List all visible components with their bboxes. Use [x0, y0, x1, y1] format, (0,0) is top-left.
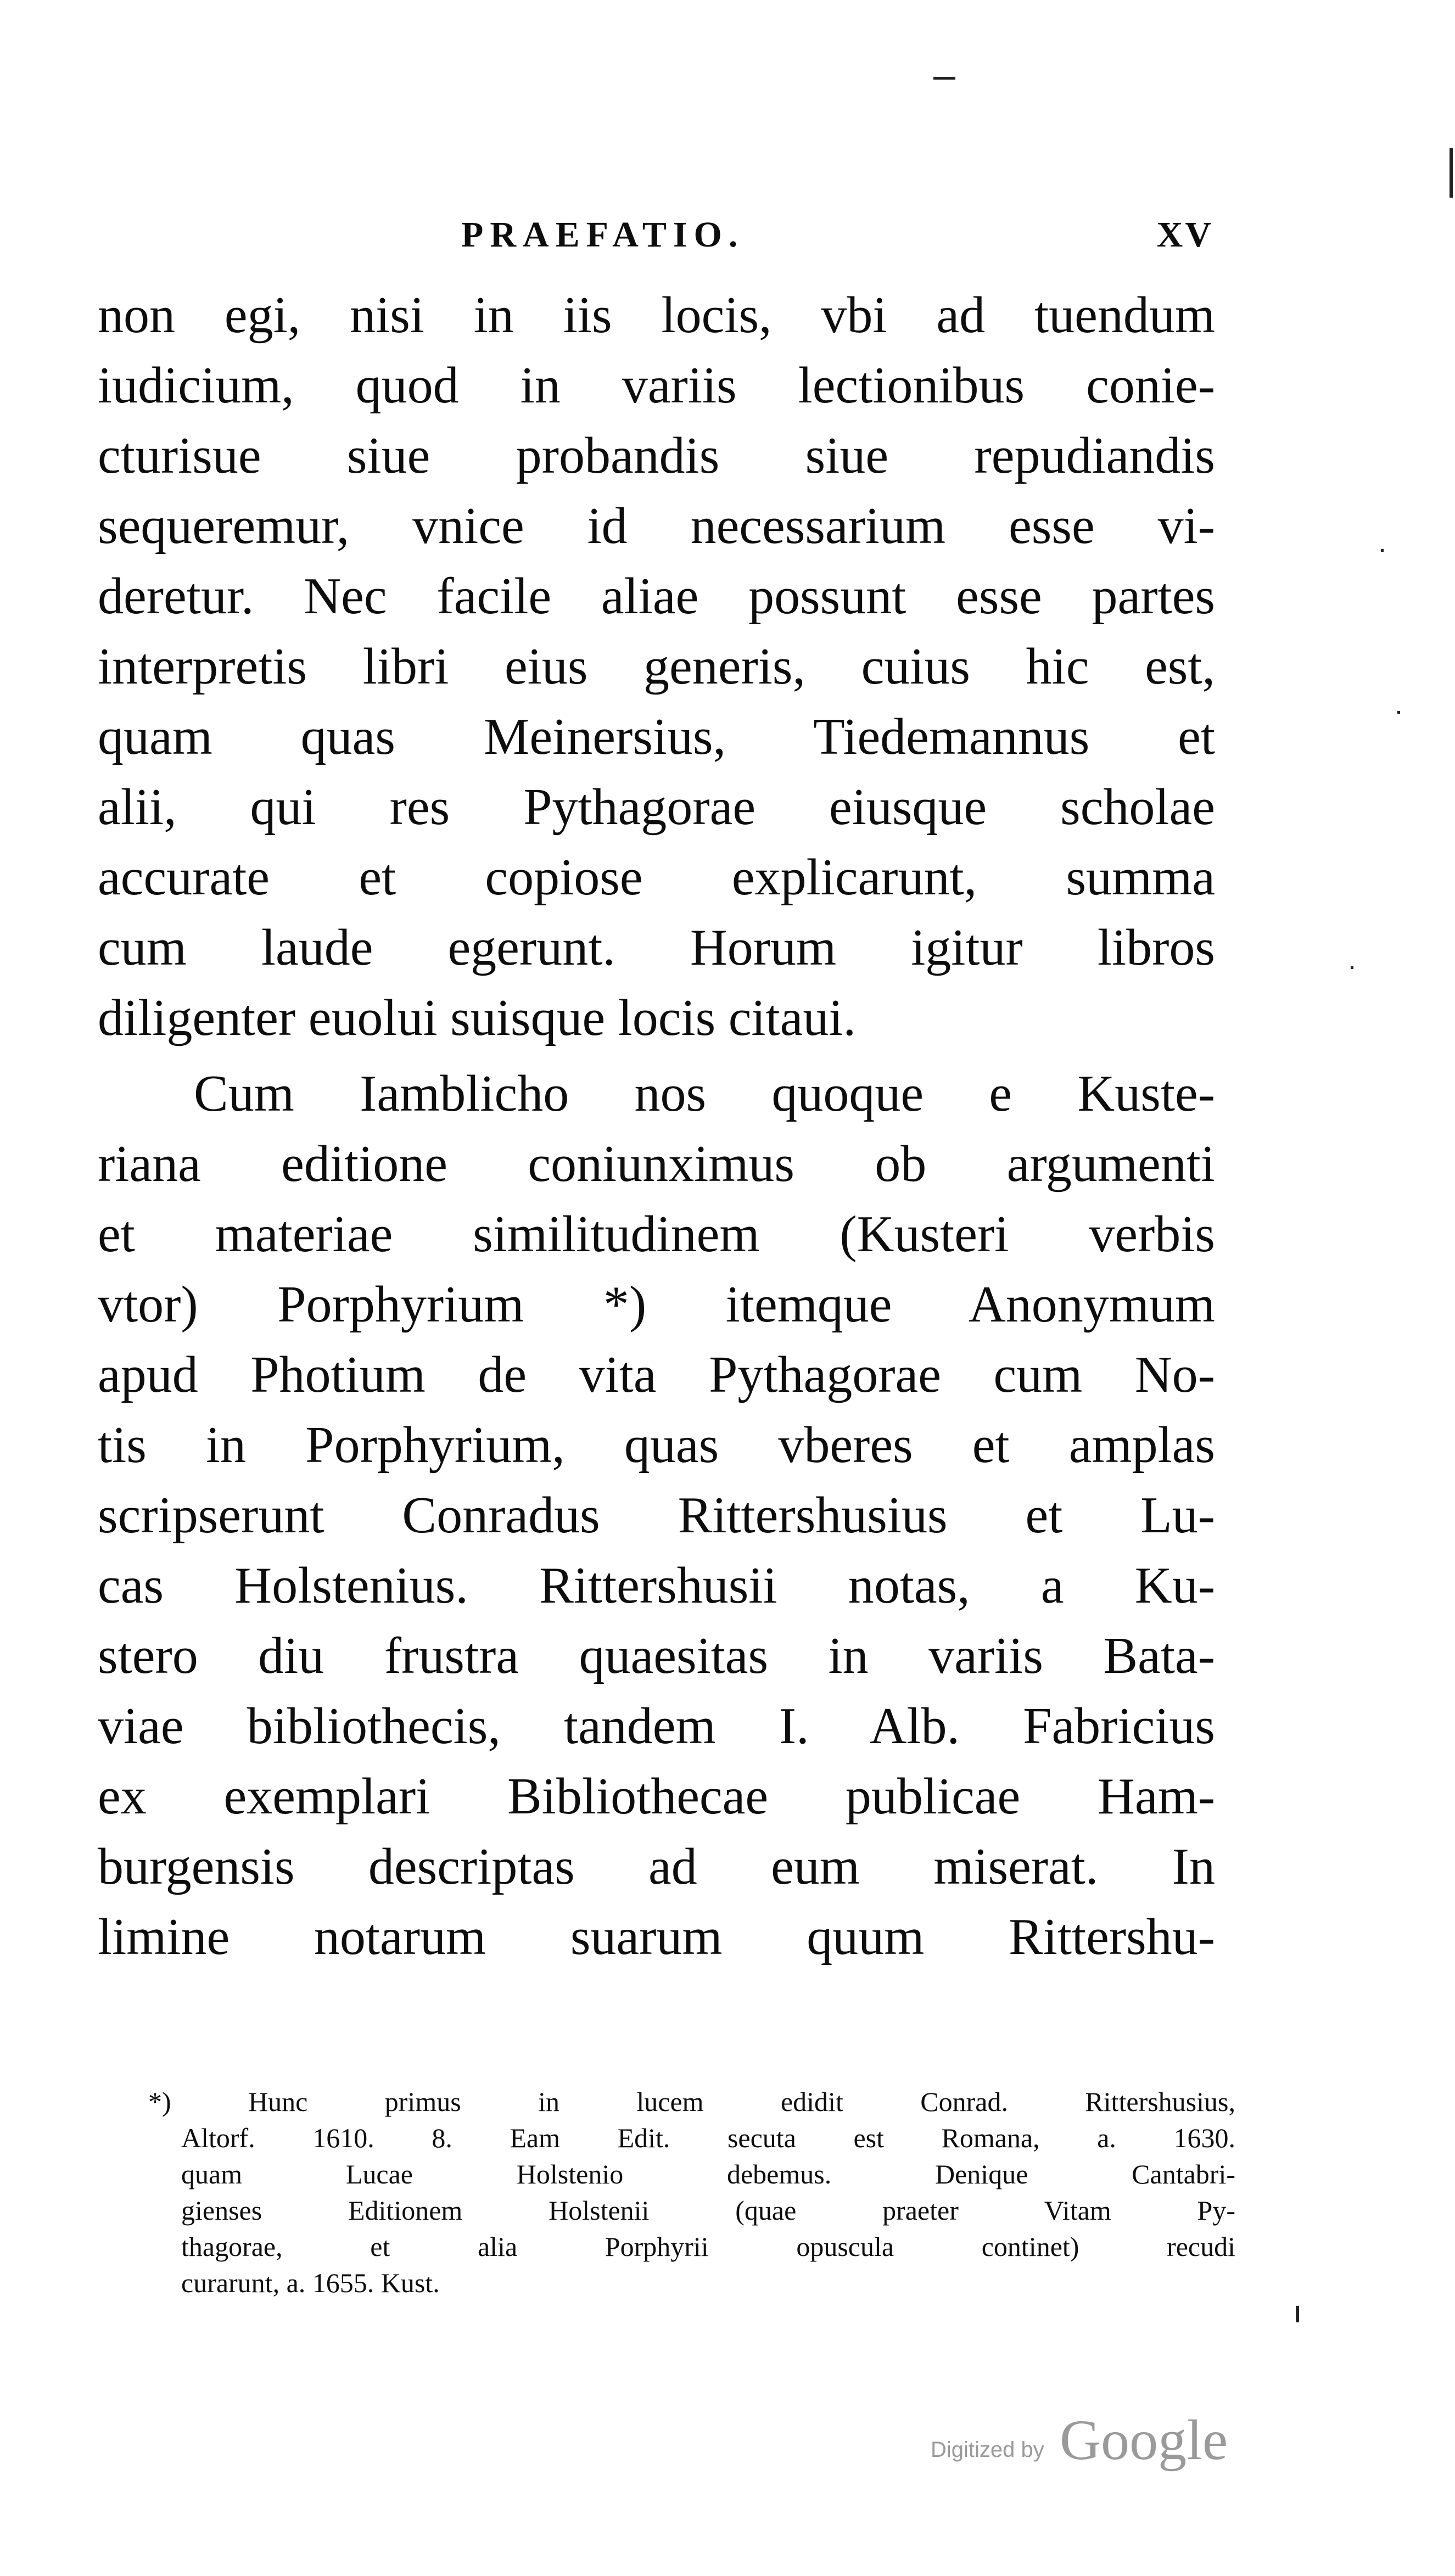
scan-speck: [1381, 549, 1384, 552]
footnote-line: curarunt, a. 1655. Kust.: [181, 2267, 440, 2298]
text-line: cum laude egerunt. Horum igitur libros: [98, 919, 1215, 976]
running-header: [99, 214, 1213, 264]
footnote-line: thagorae, et alia Porphyrii opuscula continet) recudi: [181, 2231, 1235, 2262]
footnote-line: quam Lucae Holstenio debemus. Denique Cantabri-: [181, 2159, 1235, 2189]
text-line: alii, qui res Pythagorae eiusque scholae: [98, 779, 1215, 836]
google-logo: Google: [1060, 2409, 1228, 2472]
text-line: stero diu frustra quaesitas in variis Bata-: [98, 1627, 1215, 1684]
running-title: PRAEFATIO.: [461, 215, 745, 255]
text-line: sequeremur, vnice id necessarium esse vi-: [98, 497, 1215, 555]
watermark-prefix: Digitized by: [931, 2438, 1044, 2462]
text-line: ex exemplari Bibliothecae publicae Ham-: [98, 1768, 1215, 1825]
text-line: tis in Porphyrium, quas vberes et amplas: [98, 1416, 1215, 1474]
main-text-block: [98, 280, 1215, 1972]
text-line: accurate et copiose explicarunt, summa: [98, 849, 1215, 906]
scan-speck: [1450, 148, 1453, 198]
text-line: scripserunt Conradus Rittershusius et Lu-: [98, 1487, 1215, 1544]
text-line: viae bibliothecis, tandem I. Alb. Fabricius: [98, 1698, 1215, 1755]
text-line: cturisue siue probandis siue repudiandis: [98, 427, 1215, 484]
text-line: non egi, nisi in iis locis, vbi ad tuendum: [98, 287, 1215, 344]
scan-speck: [1397, 711, 1400, 714]
text-line: riana editione coniunximus ob argumenti: [98, 1135, 1215, 1192]
page-number: XV: [1156, 215, 1213, 255]
text-line: et materiae similitudinem (Kusteri verbis: [98, 1206, 1215, 1263]
digitized-by-google-watermark: [931, 2407, 1238, 2473]
footnote-line: *) Hunc primus in lucem edidit Conrad. Rittershusius,: [148, 2086, 1235, 2117]
footnote-line: Altorf. 1610. 8. Eam Edit. secuta est Romana, a. 1630.: [181, 2123, 1235, 2153]
text-line: diligenter euolui suisque locis citaui.: [98, 989, 856, 1046]
text-line: quam quas Meinersius, Tiedemannus et: [98, 708, 1215, 765]
text-line: cas Holstenius. Rittershusii notas, a Ku-: [98, 1557, 1215, 1614]
footnote: [148, 2084, 1235, 2301]
text-line: vtor) Porphyrium *) itemque Anonymum: [98, 1276, 1215, 1333]
text-line: interpretis libri eius generis, cuius hic est,: [98, 638, 1215, 695]
paragraph-start-line: Cum Iamblicho nos quoque e Kuste-: [194, 1065, 1215, 1122]
text-line: apud Photium de vita Pythagorae cum No-: [98, 1346, 1215, 1403]
scan-speck: [933, 77, 955, 80]
text-line: burgensis descriptas ad eum miserat. In: [98, 1838, 1215, 1895]
footnote-line: gienses Editionem Holstenii (quae praeter Vitam Py-: [181, 2195, 1235, 2226]
scan-speck: [1296, 2306, 1299, 2322]
text-line: iudicium, quod in variis lectionibus conie-: [98, 357, 1215, 414]
text-line: deretur. Nec facile aliae possunt esse partes: [98, 568, 1215, 625]
text-line: limine notarum suarum quum Rittershu-: [98, 1908, 1215, 1965]
scan-speck: [1351, 966, 1353, 969]
